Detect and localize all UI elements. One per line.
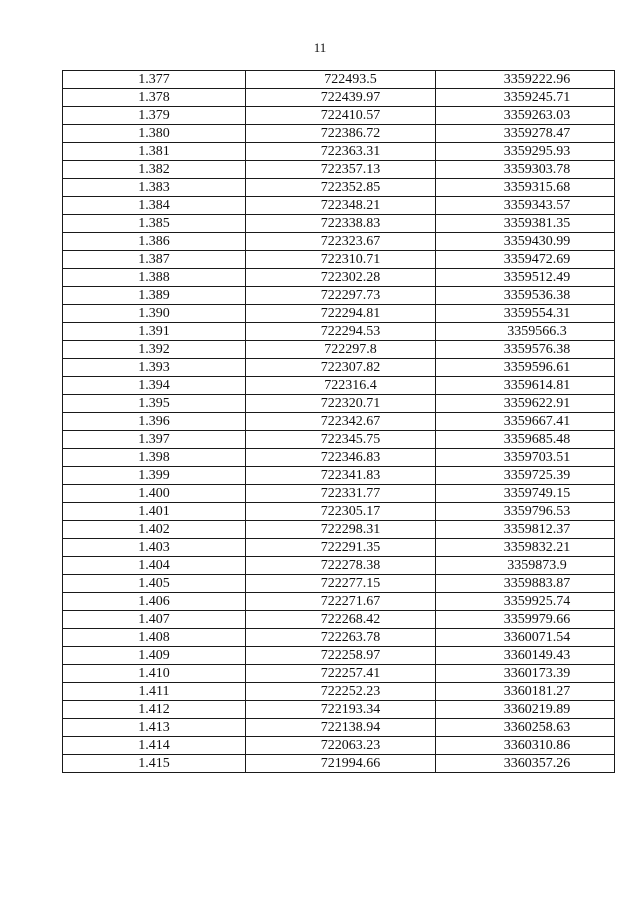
point-number-cell: 1.410 [63, 665, 246, 683]
table-row [63, 683, 615, 701]
y-coordinate-cell: 3359622.91 [436, 395, 615, 413]
coordinates-table [62, 70, 615, 773]
table-row [63, 71, 615, 89]
point-number-cell: 1.409 [63, 647, 246, 665]
point-number-cell: 1.386 [63, 233, 246, 251]
table-row [63, 395, 615, 413]
table-row [63, 629, 615, 647]
point-number-cell: 1.377 [63, 71, 246, 89]
x-coordinate-cell: 722331.77 [246, 485, 436, 503]
y-coordinate-cell: 3359703.51 [436, 449, 615, 467]
x-coordinate-cell: 722338.83 [246, 215, 436, 233]
table-row [63, 233, 615, 251]
point-number-cell: 1.397 [63, 431, 246, 449]
point-number-cell: 1.388 [63, 269, 246, 287]
table-row [63, 593, 615, 611]
point-number-cell: 1.387 [63, 251, 246, 269]
x-coordinate-cell: 722257.41 [246, 665, 436, 683]
y-coordinate-cell: 3360149.43 [436, 647, 615, 665]
y-coordinate-cell: 3360219.89 [436, 701, 615, 719]
y-coordinate-cell: 3360173.39 [436, 665, 615, 683]
y-coordinate-cell: 3359812.37 [436, 521, 615, 539]
table-row [63, 521, 615, 539]
table-row [63, 647, 615, 665]
x-coordinate-cell: 722298.31 [246, 521, 436, 539]
x-coordinate-cell: 722268.42 [246, 611, 436, 629]
table-row [63, 305, 615, 323]
x-coordinate-cell: 722386.72 [246, 125, 436, 143]
x-coordinate-cell: 722316.4 [246, 377, 436, 395]
point-number-cell: 1.404 [63, 557, 246, 575]
y-coordinate-cell: 3359303.78 [436, 161, 615, 179]
page-number: 11 [313, 40, 327, 55]
y-coordinate-cell: 3359725.39 [436, 467, 615, 485]
x-coordinate-cell: 722493.5 [246, 71, 436, 89]
x-coordinate-cell: 722346.83 [246, 449, 436, 467]
table-row [63, 341, 615, 359]
y-coordinate-cell: 3359576.38 [436, 341, 615, 359]
y-coordinate-cell: 3359596.61 [436, 359, 615, 377]
y-coordinate-cell: 3359245.71 [436, 89, 615, 107]
point-number-cell: 1.406 [63, 593, 246, 611]
table-row [63, 575, 615, 593]
x-coordinate-cell: 722439.97 [246, 89, 436, 107]
point-number-cell: 1.390 [63, 305, 246, 323]
table-row [63, 539, 615, 557]
point-number-cell: 1.395 [63, 395, 246, 413]
x-coordinate-cell: 722342.67 [246, 413, 436, 431]
y-coordinate-cell: 3359315.68 [436, 179, 615, 197]
y-coordinate-cell: 3359472.69 [436, 251, 615, 269]
table-row [63, 251, 615, 269]
point-number-cell: 1.385 [63, 215, 246, 233]
y-coordinate-cell: 3359554.31 [436, 305, 615, 323]
table-row [63, 755, 615, 773]
y-coordinate-cell: 3359749.15 [436, 485, 615, 503]
x-coordinate-cell: 722263.78 [246, 629, 436, 647]
y-coordinate-cell: 3359566.3 [436, 323, 615, 341]
x-coordinate-cell: 722348.21 [246, 197, 436, 215]
point-number-cell: 1.415 [63, 755, 246, 773]
table-row [63, 719, 615, 737]
point-number-cell: 1.398 [63, 449, 246, 467]
point-number-cell: 1.400 [63, 485, 246, 503]
table-row [63, 215, 615, 233]
x-coordinate-cell: 722277.15 [246, 575, 436, 593]
point-number-cell: 1.399 [63, 467, 246, 485]
x-coordinate-cell: 722357.13 [246, 161, 436, 179]
y-coordinate-cell: 3359278.47 [436, 125, 615, 143]
table-row [63, 557, 615, 575]
table-row [63, 467, 615, 485]
table-row [63, 197, 615, 215]
x-coordinate-cell: 722138.94 [246, 719, 436, 737]
table-row [63, 701, 615, 719]
x-coordinate-cell: 722271.67 [246, 593, 436, 611]
point-number-cell: 1.379 [63, 107, 246, 125]
y-coordinate-cell: 3359263.03 [436, 107, 615, 125]
point-number-cell: 1.408 [63, 629, 246, 647]
x-coordinate-cell: 722294.81 [246, 305, 436, 323]
table-row [63, 287, 615, 305]
point-number-cell: 1.391 [63, 323, 246, 341]
table-row [63, 89, 615, 107]
point-number-cell: 1.396 [63, 413, 246, 431]
table-row [63, 611, 615, 629]
table-row [63, 161, 615, 179]
y-coordinate-cell: 3359536.38 [436, 287, 615, 305]
point-number-cell: 1.401 [63, 503, 246, 521]
x-coordinate-cell: 722363.31 [246, 143, 436, 161]
x-coordinate-cell: 721994.66 [246, 755, 436, 773]
x-coordinate-cell: 722278.38 [246, 557, 436, 575]
y-coordinate-cell: 3359832.21 [436, 539, 615, 557]
x-coordinate-cell: 722341.83 [246, 467, 436, 485]
table-row [63, 107, 615, 125]
x-coordinate-cell: 722310.71 [246, 251, 436, 269]
y-coordinate-cell: 3360181.27 [436, 683, 615, 701]
y-coordinate-cell: 3360071.54 [436, 629, 615, 647]
point-number-cell: 1.403 [63, 539, 246, 557]
x-coordinate-cell: 722258.97 [246, 647, 436, 665]
table-row [63, 143, 615, 161]
y-coordinate-cell: 3359295.93 [436, 143, 615, 161]
y-coordinate-cell: 3360310.86 [436, 737, 615, 755]
point-number-cell: 1.381 [63, 143, 246, 161]
x-coordinate-cell: 722302.28 [246, 269, 436, 287]
y-coordinate-cell: 3359925.74 [436, 593, 615, 611]
table-row [63, 449, 615, 467]
point-number-cell: 1.382 [63, 161, 246, 179]
y-coordinate-cell: 3359979.66 [436, 611, 615, 629]
table-row [63, 503, 615, 521]
x-coordinate-cell: 722252.23 [246, 683, 436, 701]
table-row [63, 125, 615, 143]
x-coordinate-cell: 722291.35 [246, 539, 436, 557]
y-coordinate-cell: 3359883.87 [436, 575, 615, 593]
point-number-cell: 1.411 [63, 683, 246, 701]
x-coordinate-cell: 722193.34 [246, 701, 436, 719]
point-number-cell: 1.412 [63, 701, 246, 719]
y-coordinate-cell: 3359381.35 [436, 215, 615, 233]
point-number-cell: 1.414 [63, 737, 246, 755]
y-coordinate-cell: 3359343.57 [436, 197, 615, 215]
table-row [63, 269, 615, 287]
x-coordinate-cell: 722297.73 [246, 287, 436, 305]
coordinates-table-body [63, 71, 615, 773]
table-row [63, 413, 615, 431]
table-row [63, 431, 615, 449]
x-coordinate-cell: 722352.85 [246, 179, 436, 197]
point-number-cell: 1.383 [63, 179, 246, 197]
point-number-cell: 1.407 [63, 611, 246, 629]
table-row [63, 377, 615, 395]
y-coordinate-cell: 3359430.99 [436, 233, 615, 251]
x-coordinate-cell: 722307.82 [246, 359, 436, 377]
y-coordinate-cell: 3359614.81 [436, 377, 615, 395]
x-coordinate-cell: 722410.57 [246, 107, 436, 125]
point-number-cell: 1.389 [63, 287, 246, 305]
x-coordinate-cell: 722063.23 [246, 737, 436, 755]
y-coordinate-cell: 3359796.53 [436, 503, 615, 521]
x-coordinate-cell: 722294.53 [246, 323, 436, 341]
point-number-cell: 1.394 [63, 377, 246, 395]
y-coordinate-cell: 3359667.41 [436, 413, 615, 431]
x-coordinate-cell: 722297.8 [246, 341, 436, 359]
y-coordinate-cell: 3360357.26 [436, 755, 615, 773]
x-coordinate-cell: 722345.75 [246, 431, 436, 449]
table-row [63, 665, 615, 683]
point-number-cell: 1.384 [63, 197, 246, 215]
y-coordinate-cell: 3359873.9 [436, 557, 615, 575]
table-row [63, 485, 615, 503]
table-row [63, 179, 615, 197]
x-coordinate-cell: 722305.17 [246, 503, 436, 521]
y-coordinate-cell: 3360258.63 [436, 719, 615, 737]
point-number-cell: 1.380 [63, 125, 246, 143]
point-number-cell: 1.405 [63, 575, 246, 593]
point-number-cell: 1.402 [63, 521, 246, 539]
table-row [63, 737, 615, 755]
table-row [63, 323, 615, 341]
x-coordinate-cell: 722323.67 [246, 233, 436, 251]
y-coordinate-cell: 3359685.48 [436, 431, 615, 449]
y-coordinate-cell: 3359512.49 [436, 269, 615, 287]
point-number-cell: 1.378 [63, 89, 246, 107]
y-coordinate-cell: 3359222.96 [436, 71, 615, 89]
x-coordinate-cell: 722320.71 [246, 395, 436, 413]
table-row [63, 359, 615, 377]
point-number-cell: 1.392 [63, 341, 246, 359]
point-number-cell: 1.393 [63, 359, 246, 377]
point-number-cell: 1.413 [63, 719, 246, 737]
